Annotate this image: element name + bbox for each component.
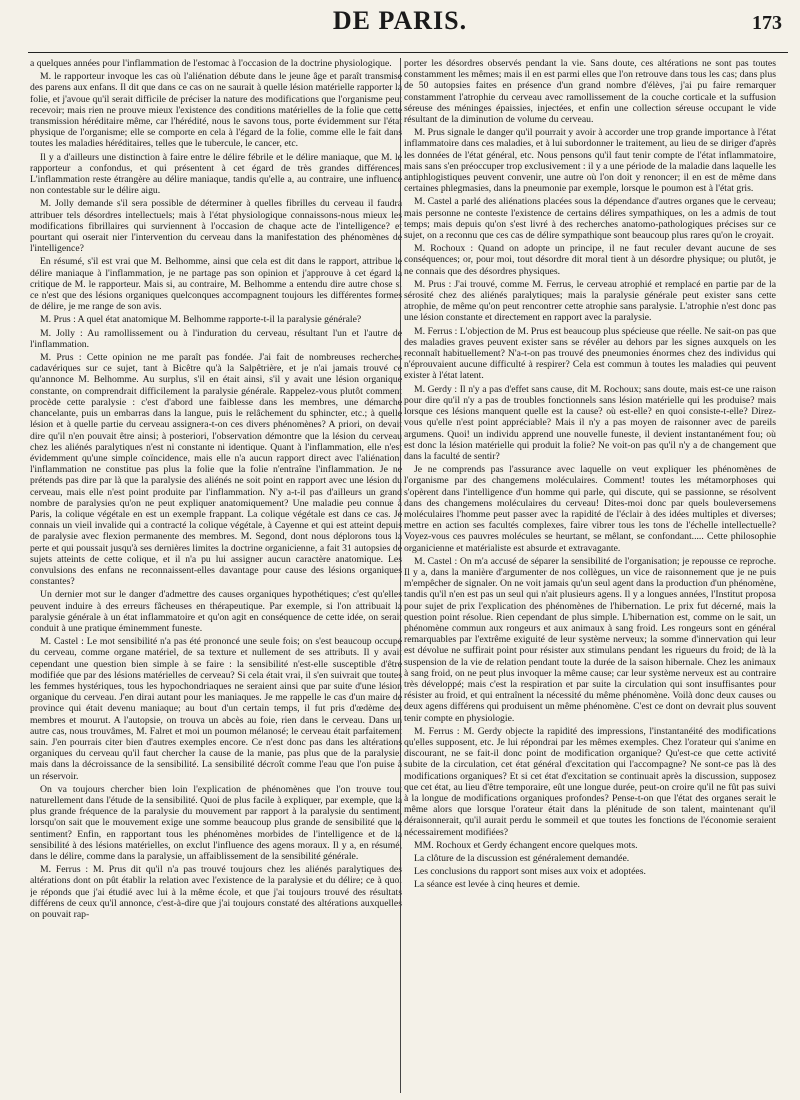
paragraph: En résumé, s'il est vrai que M. Belhomme, ainsi que cela est dit dans le rapport, attribue le délire maniaque à l'inflammation, je ne partage pas son opinion et j'approuve à cet égard la critique de M. le rapporteur. Mais si, au contraire, M. Belhomme a entendu dire autre chose si ce n'est que des lésions organiques quelconques accompagnent toujours les différentes formes de délire, je me range de son avis. [30,256,402,313]
page-number: 173 [752,12,782,34]
paragraph: M. Ferrus : L'objection de M. Prus est beaucoup plus spécieuse que réelle. Ne sait-on pas que des maladies graves peuvent exister sans se révéler au dehors par les signes auxquels on les reconnaît habituellement? N'a-t-on pas trouvé des pneumonies énormes chez des individus qui n'éprouvaient aucune difficulté à respirer? Cela est commun à toutes les maladies qui peuvent exister à l'état latent. [404,325,776,382]
paragraph: M. Jolly demande s'il sera possible de déterminer à quelles fibrilles du cerveau il faudra attribuer tels désordres intellectuels; mais à l'état physiologique connaissons-nous mieux les modifications fibrillaires qui surviennent à l'occasion de chaque acte de l'intelligence? et pourtant qui oserait nier l'intervention du cerveau dans la manifestation des phénomènes de l'intelligence? [30,198,402,255]
paragraph: M. Ferrus : M. Prus dit qu'il n'a pas trouvé toujours chez les aliénés paralytiques des altérations dont on pût établir la relation avec l'existence de la paralysie et du délire; ce à quoi je réponds que j'ai étudié avec lui à la même école, et que j'ai toujours trouvé des résultats différens de ceux qu'il annonce, c'est-à-dire que j'ai toujours constaté des altérations auxquelles on pouvait rap- [30,864,402,921]
paragraph: M. Castel : Le mot sensibilité n'a pas été prononcé une seule fois; on s'est beaucoup occupé du cerveau, comme organe matériel, de sa texture et nullement de ses attributs. Il y avait cependant une question bien simple à se faire : la sensibilité n'est-elle susceptible d'être modifiée que par des lésions matérielles de cerveau? Si cela était vrai, il s'en suivrait que toutes les femmes hystériques, tous les hypochondriaques ne seraient ainsi que par suite d'une lésion organique du cerveau. J'en dirai autant pour les maniaques. Je me rappelle le cas d'un maire de province qui était devenu maniaque; au bout d'un certain temps, il fut pris d'œdème des membres et mourut. A l'autopsie, on trouva un abcès au foie, rien dans le cerveau. Dans un autre cas, nous trouvâmes, M. Falret et moi un poumon mélanosé; le cerveau était parfaitement sain. J'en pourrais citer bien d'autres exemples encore. Ce n'est donc pas dans les altérations organiques du cerveau qu'il faut chercher la cause de la manie, pas plus que de la paralysie; mais dans la décroissance de la sensibilité. La sensibilité décroît comme l'eau que l'on puise à un réservoir. [30,636,402,782]
paragraph: M. Prus : J'ai trouvé, comme M. Ferrus, le cerveau atrophié et remplacé en partie par de la sérosité chez des aliénés paralytiques; mais la paralysie générale peut exister sans cette atrophie, de même qu'on peut rencontrer cette atrophie sans paralysie. L'atrophie n'est donc pas une lésion constante et directement en rapport avec la paralysie. [404,278,776,324]
paragraph: M. Jolly : Au ramollissement ou à l'induration du cerveau, résultant l'un et l'autre de l'inflammation. [30,327,402,350]
paragraph: La séance est levée à cinq heures et demie. [414,879,580,891]
left-column [30,58,402,1088]
paragraph: M. le rapporteur invoque les cas où l'aliénation débute dans le jeune âge et paraît transmise des parens aux enfans. Il dit que dans ce cas on ne saurait à quelle lésion matérielle rapporter la folie, et j'avoue qu'il serait difficile de préciser la nature des modifications que l'organisme peut recevoir; mais rien ne prouve mieux l'existence des conditions matérielles de la folie que cette transmission héréditaire même, car l'hérédité, nous le savons tous, porte évidemment sur l'état physique de l'organisme; elle se comporte en cela à l'égard de la folie, comme elle le fait dans toutes les maladies héréditaires, telles que le tubercule, le cancer, etc. [30,71,402,150]
header-rule [28,52,788,53]
paragraph: M. Rochoux : Quand on adopte un principe, il ne faut reculer devant aucune de ses conséquences; or, pour moi, tout désordre dit moral tient à un désordre physique; ou plutôt, je ne connais que des désordres physiques. [404,243,776,277]
paragraph: M. Castel a parlé des aliénations placées sous la dépendance d'autres organes que le cerveau; mais personne ne conteste l'existence de certains délires sympathiques, on les a admis de tout temps; mais depuis qu'on s'est livré à des recherches anatomo-pathologiques précises sur ce sujet, on a reconnu que ces cas de délire sympathique sont beaucoup plus rares qu'on le croyait. [404,196,776,242]
paragraph: M. Prus : Cette opinion ne me paraît pas fondée. J'ai fait de nombreuses recherches cadavériques sur ce sujet, tant à Bicêtre qu'à la Salpêtrière, et je n'ai jamais trouvé ce qu'annonce M. Belhomme. Au surplus, s'il en était ainsi, s'il y avait une lésion organique constante, on comprendrait difficilement la paralysie générale. Rappelez-vous plutôt comment procède cette paralysie : c'est d'abord une faiblesse dans les membres, une démarche chancelante, puis un embarras dans la langue, puis le relâchement du sphincter, etc.; à quelle lésion et à quelle partie du cerveau assignera-t-on ces divers phénomènes? A priori, on devait dire qu'il n'en pouvait être ainsi; à posteriori, l'observation démontre que la lésion du cerveau chez les aliénés paralytiques n'est ni constante ni identique. Quant à l'inflammation, elle n'est évidemment qu'une simple coïncidence, mais elle n'a aucun rapport direct avec l'aliénation; l'inflammation ne constitue pas plus la folie que la folie n'entraîne l'inflammation. Je ne prétends pas dire par là que la paralysie des aliénés ne soit point en rapport avec une lésion du cerveau, mais elle n'est point produite par l'inflammation. N'y a-t-il pas d'ailleurs un grand nombre de paralysies qu'on ne peut expliquer anatomiquement? Une maladie peu connue à Paris, la colique végétale en est un exemple frappant. La colique végétale est dans ce cas. Je connais un vieil invalide qui a contracté la colique végétale, à Cayenne et qui est atteint depuis de paralysie avec flexion permanente des membres. M. Segond, dont nous déplorons tous la perte et qui poussait jusqu'à ses dernières limites la doctrine organicienne, a fait 31 autopsies de sujets atteints de cette colique, et il n'a pu lui assigner aucun caractère anatomique. Les convulsions des enfans ne reconnaissent-elles davantage pour cause des lésions organiques constantes? [30,352,402,588]
paragraph: Les conclusions du rapport sont mises aux voix et adoptées. [414,866,646,878]
paragraph: Il y a d'ailleurs une distinction à faire entre le délire fébrile et le délire maniaque, que M. le rapporteur a confondus, et qui présentent à cet égard de très grandes différences. L'inflammation reste étrangère au délire maniaque, tandis qu'elle a, au contraire, une influence non contestable sur le délire aigu. [30,151,402,197]
paragraph: La clôture de la discussion est généralement demandée. [414,853,630,865]
paragraph: porter les désordres observés pendant la vie. Sans doute, ces altérations ne sont pas toutes constamment les mêmes; mais il en est parmi elles que l'on retrouve dans tous les cas; dans plus de 50 autopsies faites en présence d'un grand nombre d'élèves, j'ai pu faire remarquer constamment l'atrophie du cerveau avec ramollissement de la couche corticale et la suffusion séreuse des méninges épaissies, injectées, et enfin une collection séreuse occupant le vide résultant de la diminution de volume du cerveau. [404,58,776,126]
column-divider [400,58,401,1093]
paragraph: Un dernier mot sur le danger d'admettre des causes organiques hypothétiques; c'est qu'elles peuvent induire à des erreurs fâcheuses en thérapeutique. Par exemple, si l'on attribuait la paralysie générale à un état inflammatoire et qu'on agit en conséquence de cette idée, on serait conduit à une pratique éminemment funeste. [30,589,402,634]
paragraph: M. Ferrus : M. Gerdy objecte la rapidité des impressions, l'instantanéité des modifications qu'elles supposent, etc. Je lui répondrai par les mêmes exemples. Chez l'orateur qui s'anime en discourant, ne se fait-il donc point de modification organique? Qu'est-ce que cette activité subite de la circulation, cet état général d'excitation qui l'accompagne? Ne sont-ce pas là des modifications organiques? Et si cet état d'excitation se continuait après la discussion, supposez que cet état, au lieu d'être temporaire, eût une longue durée, peut-on croire qu'il ne fût pas suivi à la longue de modifications organiques profondes? Pense-t-on que l'état des organes serait le même alors que lorsque l'orateur était dans la plénitude de son talent, maintenant qu'il déraisonnerait, qu'il aurait perdu le sommeil et que toutes les fonctions de l'économie seraient nécessairement modifiées? [404,725,776,838]
paragraph: M. Gerdy : Il n'y a pas d'effet sans cause, dit M. Rochoux; sans doute, mais est-ce une raison pour dire qu'il n'y a pas de troubles fonctionnels sans lésion matérielle qui les produise? mais lorsque ces lésions manquent quelle est la cause? où est-elle? en quoi consiste-t-elle? Direz-vous qu'elle n'est point appréciable? Mais il n'y a pas moyen de raisonner avec de pareils argumens. Quoi! un individu apprend une nouvelle funeste, il devient instantanément fou; où est donc la lésion matérielle qui produit la folie? Ne voit-on pas qu'il n'y a de changement que dans la faculté de sentir? [404,383,776,462]
paragraph: Je ne comprends pas l'assurance avec laquelle on veut expliquer les phénomènes de l'organisme par des changemens moléculaires. Comment! toutes les métamorphoses qui s'opèrent dans l'intelligence d'un homme qui parle, qui discute, qui se passionne, se résolvent dans des changemens moléculaires du cerveau! Dites-moi donc par quels bouleversemens moléculaires l'homme peut passer avec la rapidité de l'éclair à des idées multiples et diverses; mettre en action ses facultés complexes, faire vibrer tous les tons de l'échelle intellectuelle? Voyez-vous ces pauvres molécules se heurtant, se mêlant, se confondant..... Cette philosophie organicienne et matérialiste est absurde et extravagante. [404,464,776,554]
paragraph: a quelques années pour l'inflammation de l'estomac à l'occasion de la doctrine physiologique. [30,58,392,69]
paragraph: MM. Rochoux et Gerdy échangent encore quelques mots. [414,839,638,851]
paragraph: M. Prus : A quel état anatomique M. Belhomme rapporte-t-il la paralysie générale? [40,314,362,326]
page-header-title: DE PARIS. [332,6,468,35]
paragraph: On va toujours chercher bien loin l'explication de phénomènes que l'on trouve tout naturellement dans l'étude de la sensibilité. Quoi de plus facile à expliquer, par exemple, que la plus grande fréquence de la paralysie du mouvement par rapport à la paralysie du sentiment, lorsqu'on sait que le mouvement exige une somme beaucoup plus grande de sensibilité que le sentiment? Enfin, en rapportant tous les phénomènes morbides de l'intelligence et de la sensibilité à des lésions matérielles, on exclut l'influence des agens moraux. Il y a, en résumé, dans le délire, comme dans la paralysie, un affaiblissement de la sensibilité générale. [30,783,402,863]
paragraph: M. Prus signale le danger qu'il pourrait y avoir à accorder une trop grande importance à l'état inflammatoire dans ces maladies, et à lui subordonner le traitement, au lieu de se diriger d'après les données de l'état général, etc. Nous pensons qu'il faut tenir compte de l'état inflammatoire, mais sans s'en préoccuper trop exclusivement : il y a une période de la maladie dans laquelle les antiphlogistiques peuvent convenir, une autre où l'on doit y renoncer; il en est de même dans certaines phlegmasies, dans la pneumonie par exemple, lorsque le poumon est à l'état gris. [404,127,776,195]
right-column [404,58,776,1088]
paragraph: M. Castel : On m'a accusé de séparer la sensibilité de l'organisation; je repousse ce reproche. Il y a, dans la manière d'argumenter de nos collègues, un vice de raisonnement que je ne puis m'empêcher de signaler. On ne voit jamais qu'un seul agent dans la production d'un phénomène, tandis qu'il n'en est pas un seul qui n'ait plusieurs agens. Il y a longues années, l'Institut proposa pour sujet de prix l'explication des phénomènes de l'hibernation. Le prix fut décerné, mais la question point résolue. Rien cependant de plus simple. L'hibernation est, comme on le sait, un phénomène commun aux rongeurs et aux animaux à sang froid. Les rongeurs sont en général remarquables par l'extrême exiguité de leur système nerveux; la somme d'innervation qui leur est dévolue ne suffirait point pour résister aux stimulans pendant les rigueurs du froid; de là la suspension de la vie de relation pendant toute la durée de la saison hibernale. Chez les animaux à sang froid, on ne peut plus invoquer la même cause; car leur système nerveux est au contraire très développé; mais c'est la respiration et par suite la circulation qui sont insuffisantes pour résister au froid, et qui entraînent la nécessité du même phénomène. Voilà donc deux causes ou deux agens différens qui produisent un même phénomène. C'est ce dont on devrait plus souvent tenir compte en physiologie. [404,555,776,724]
